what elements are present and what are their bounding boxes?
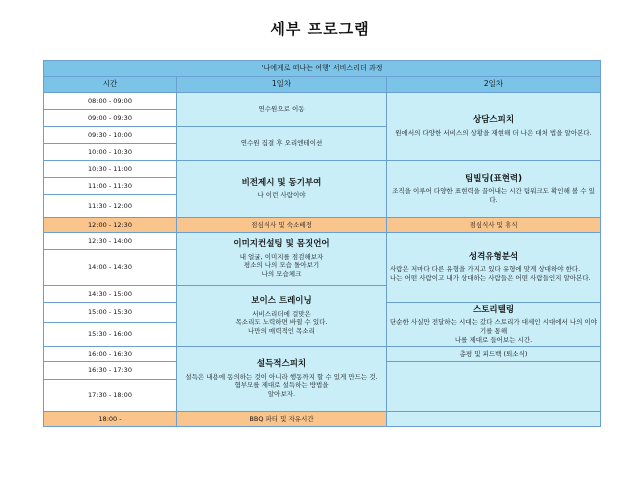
session-desc: 사람은 저마다 다른 유형을 가지고 있다 유형에 맞게 상대하야 한다. 나는 어떤 사람이고 내가 상대하는 사람들은 어떤 사람들인지 알아본다. bbox=[390, 265, 591, 283]
time-slot: 15:30 - 16:00 bbox=[44, 323, 177, 347]
page-title: 세부 프로그램 bbox=[270, 20, 370, 38]
day2-session bbox=[387, 161, 601, 218]
header-time: 시간 bbox=[44, 77, 177, 93]
time-slot: 10:30 - 11:00 bbox=[44, 161, 177, 178]
time-slot: 08:00 - 09:00 bbox=[44, 93, 177, 110]
time-slot: 18:00 - bbox=[44, 412, 177, 427]
session-desc: 서비스리더에 걸맞은 목소리도 노력하면 바뀔 수 있다. 나만의 매력적인 목소리 bbox=[235, 309, 328, 336]
schedule-table bbox=[43, 60, 601, 427]
day2-session bbox=[387, 347, 601, 362]
time-slot: 15:00 - 15:30 bbox=[44, 303, 177, 323]
day2-session bbox=[387, 218, 601, 233]
session-title: 설득적스피치 bbox=[256, 359, 307, 370]
day1-session bbox=[177, 218, 387, 233]
session-title: 이미지컨설팅 및 몸짓언어 bbox=[233, 239, 330, 250]
header-day1: 1일차 bbox=[177, 77, 387, 93]
day1-session bbox=[177, 127, 387, 161]
day2-session bbox=[387, 362, 601, 412]
time-slot: 11:30 - 12:00 bbox=[44, 195, 177, 218]
session-desc: 조직을 이루어 다양한 표현력을 끌어내는 시간 팀워크도 확인해 볼 수 있다. bbox=[392, 186, 595, 204]
session-desc: 총평 및 피드백 (퇴소식) bbox=[459, 349, 528, 358]
session-desc: 연수원으로 이동 bbox=[258, 105, 305, 114]
day2-session bbox=[387, 233, 601, 303]
day2-session bbox=[387, 303, 601, 347]
day1-session bbox=[177, 93, 387, 127]
session-title: 성격유형분석 bbox=[468, 252, 519, 262]
session-desc: 점심식사 및 휴식 bbox=[469, 220, 518, 229]
day2-session bbox=[387, 93, 601, 161]
day1-session bbox=[177, 233, 387, 286]
day2-session bbox=[387, 412, 601, 427]
session-title: 상담스피치 bbox=[472, 115, 515, 126]
time-slot: 14:30 - 15:00 bbox=[44, 286, 177, 303]
time-slot: 16:30 - 17:30 bbox=[44, 362, 177, 380]
session-title: 팀빌딩(표현력) bbox=[464, 173, 523, 184]
time-slot: 12:30 - 14:00 bbox=[44, 233, 177, 250]
time-slot: 14:00 - 14:30 bbox=[44, 250, 177, 286]
day1-session bbox=[177, 161, 387, 218]
time-slot: 16:00 - 16:30 bbox=[44, 347, 177, 362]
course-title: '나에게로 떠나는 여행' 서비스리더 과정 bbox=[44, 61, 601, 77]
time-slot: 12:00 - 12:30 bbox=[44, 218, 177, 233]
session-title: 비전제시 및 동기부여 bbox=[241, 177, 322, 188]
time-slot: 09:30 - 10:00 bbox=[44, 127, 177, 144]
session-title: 보이스 트레이닝 bbox=[251, 296, 312, 307]
session-desc: BBQ 파티 및 자유시간 bbox=[249, 414, 314, 423]
day1-session bbox=[177, 286, 387, 347]
time-slot: 17:30 - 18:00 bbox=[44, 380, 177, 412]
day1-session bbox=[177, 412, 387, 427]
session-desc: 설득은 내용에 동의하는 것이 아니라 행동까지 할 수 있게 만드는 것. 협부모를 제대로 설득하는 방법을 알아보자. bbox=[185, 372, 378, 399]
session-title: 스토리텔링 bbox=[472, 304, 515, 315]
session-desc: 점심식사 및 숙소배정 bbox=[251, 220, 312, 229]
session-desc: 나 이런 사람이야 bbox=[257, 191, 306, 200]
session-desc: 단순한 사실만 전달하는 시대는 갔다 스토리가 대세인 시대에서 나의 이야기를 통해 나를 제대로 들어보는 시간. bbox=[390, 318, 597, 344]
time-slot: 10:00 - 10:30 bbox=[44, 144, 177, 161]
session-desc: 원에서의 다양한 서비스의 상황을 재현해 더 나은 대처 법을 알아본다. bbox=[395, 128, 592, 137]
time-slot: 09:00 - 09:30 bbox=[44, 110, 177, 127]
day1-session bbox=[177, 347, 387, 412]
session-desc: 연수원 집결 후 오리엔테이션 bbox=[240, 139, 323, 148]
session-desc: 내 얼굴, 이미지를 점검해보자 평소의 나의 모습 돌아보기 나의 모습체크 bbox=[239, 252, 324, 279]
time-slot: 11:00 - 11:30 bbox=[44, 178, 177, 195]
header-day2: 2일차 bbox=[387, 77, 601, 93]
